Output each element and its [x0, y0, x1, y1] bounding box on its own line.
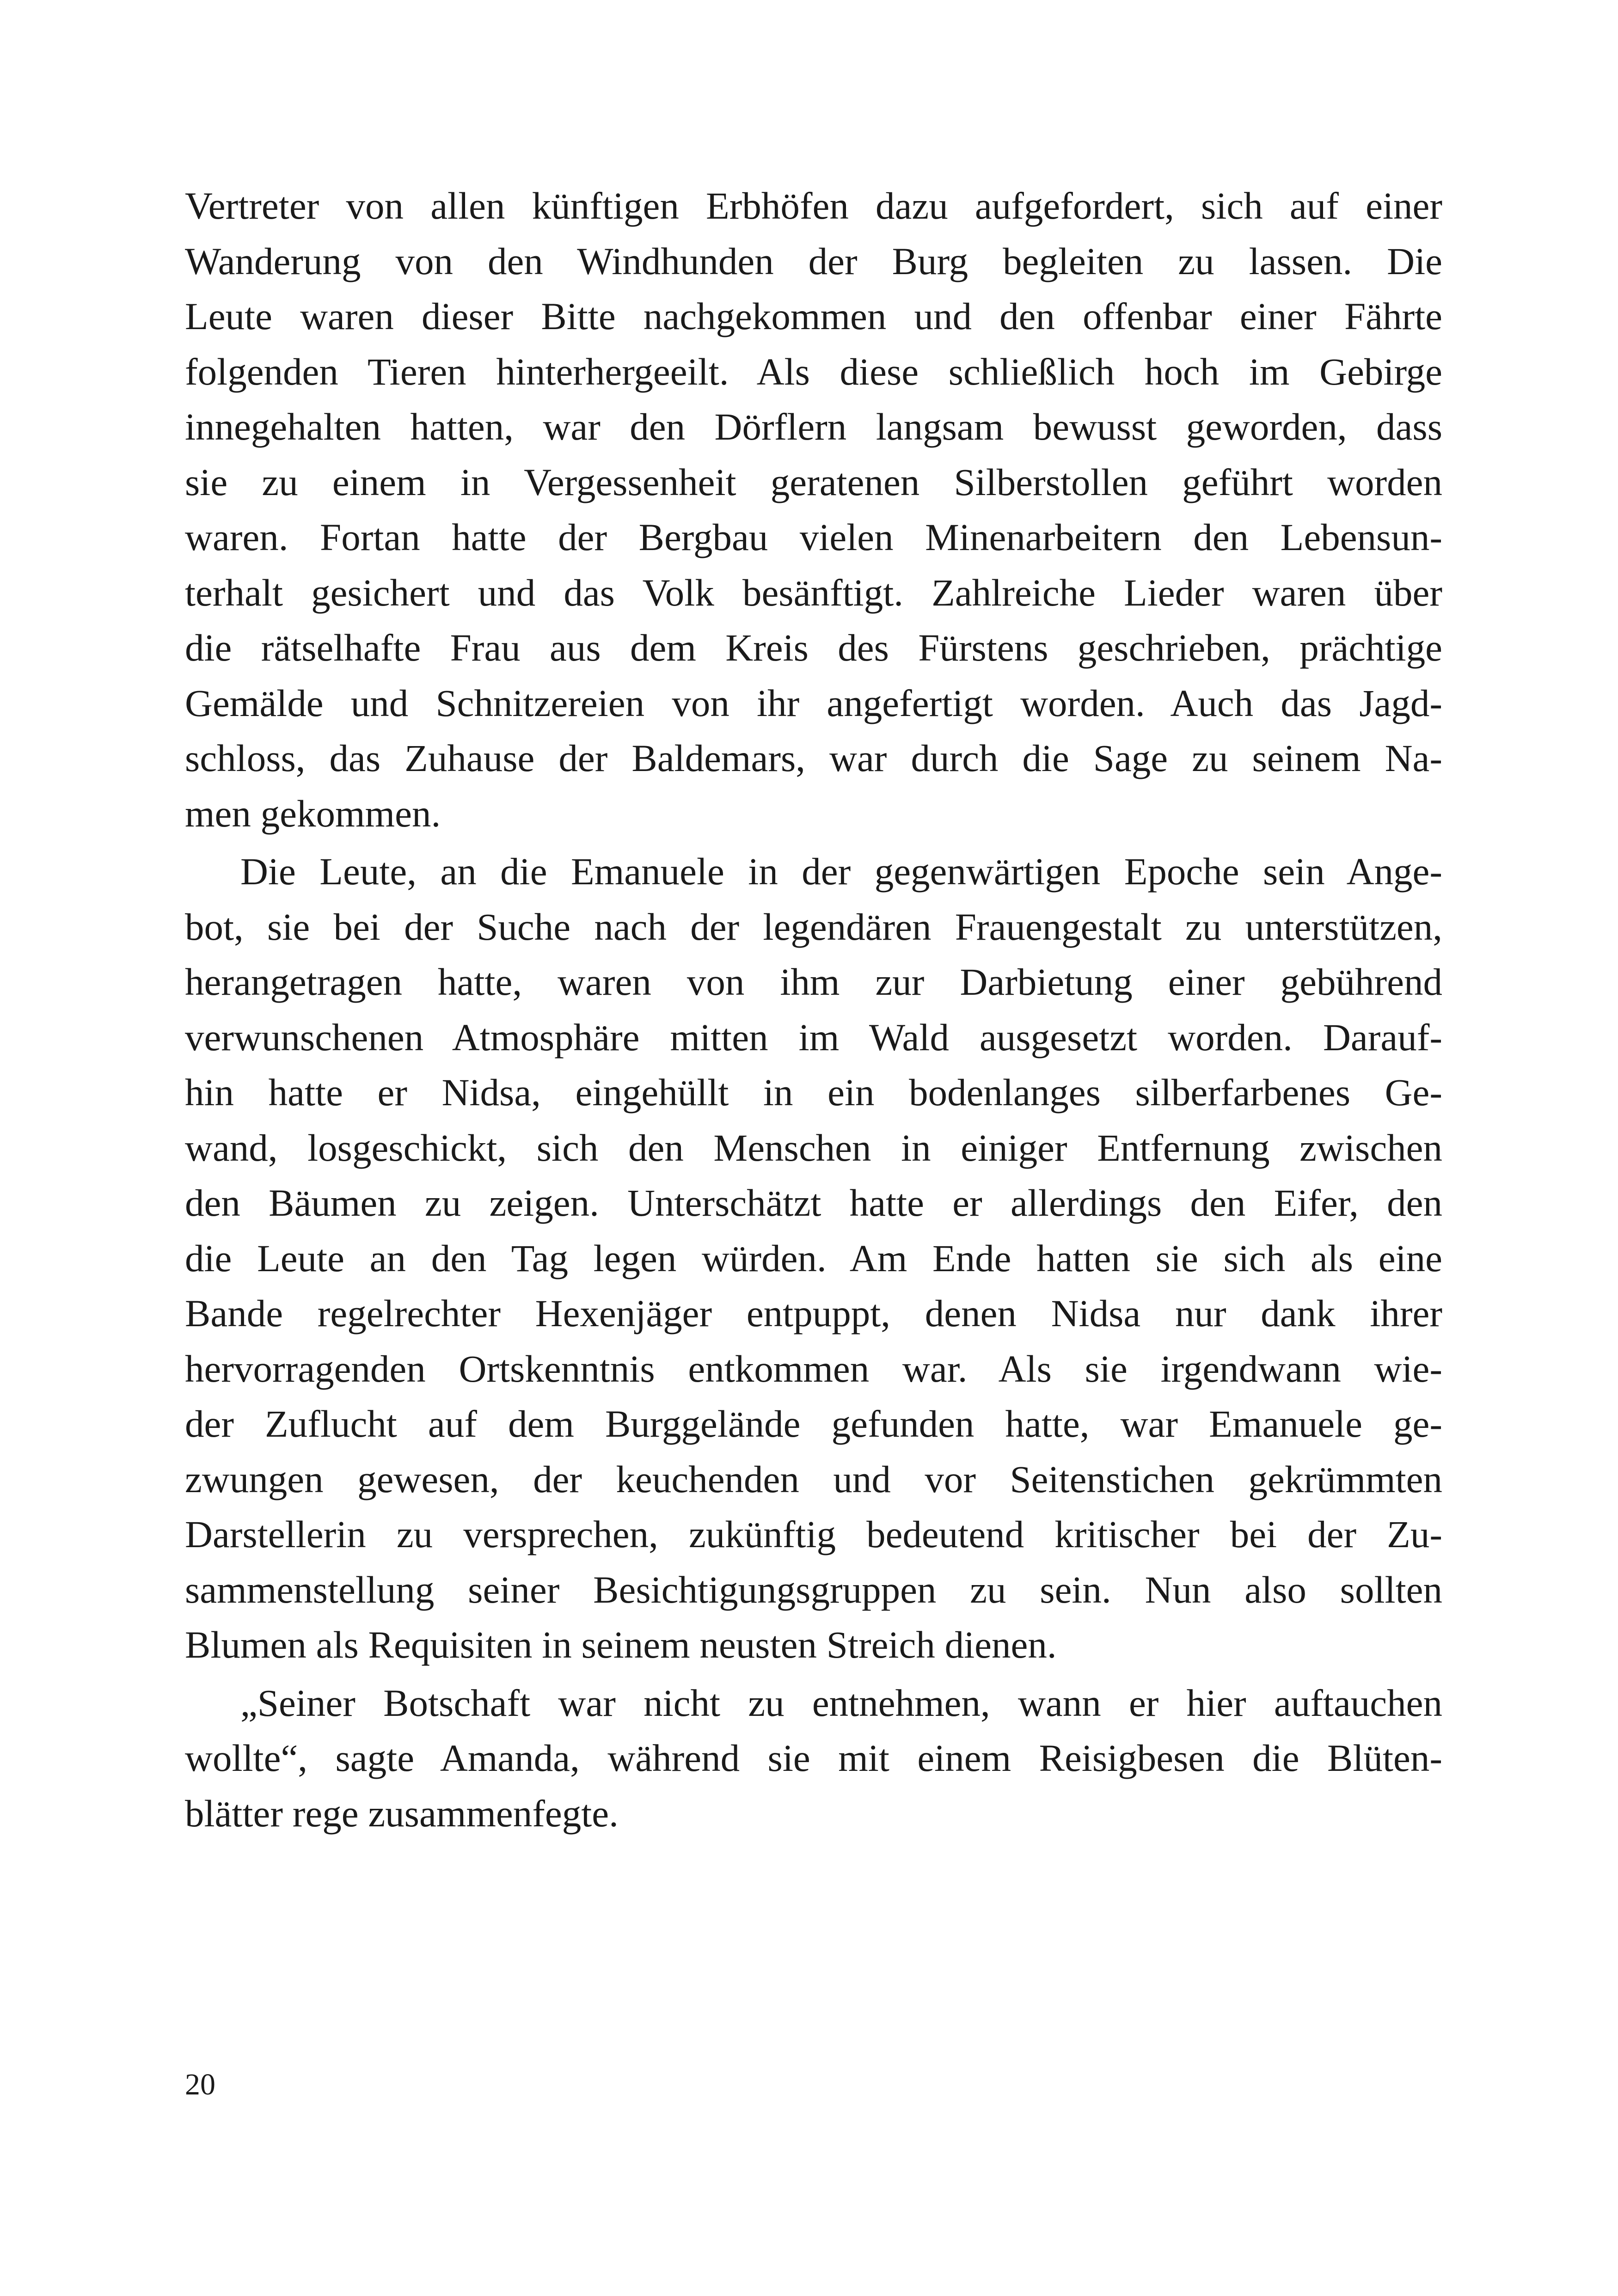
text-line: „Seiner Botschaft war nicht zu entnehmen, wann er hier auftauchen — [240, 1681, 1442, 1724]
text-line: bot, sie bei der Suche nach der legendären Frauengestalt zu unterstützen, — [185, 905, 1442, 948]
text-line: blätter rege zusammenfegte. — [185, 1792, 619, 1835]
text-line: innegehalten hatten, war den Dörflern langsam bewusst geworden, dass — [185, 405, 1442, 448]
text-line: hervorragenden Ortskenntnis entkommen war. Als sie irgendwann wie- — [185, 1347, 1442, 1390]
text-line: wollte“, sagte Amanda, während sie mit einem Reisigbesen die Blüten- — [185, 1737, 1442, 1779]
text-line: Leute waren dieser Bitte nachgekommen und den offenbar einer Fährte — [185, 295, 1442, 337]
text-line: terhalt gesichert und das Volk besänftigt. Zahlreiche Lieder waren über — [185, 571, 1442, 614]
text-line: Gemälde und Schnitzereien von ihr angefertigt worden. Auch das Jagd- — [185, 681, 1442, 724]
text-line: Darstellerin zu versprechen, zukünftig bedeutend kritischer bei der Zu- — [185, 1513, 1442, 1555]
text-line: Bande regelrechter Hexenjäger entpuppt, denen Nidsa nur dank ihrer — [185, 1292, 1442, 1335]
body-text — [185, 178, 1442, 1841]
text-line: der Zuflucht auf dem Burggelände gefunden hatte, war Emanuele ge- — [185, 1402, 1442, 1445]
text-line: Wanderung von den Windhunden der Burg begleiten zu lassen. Die — [185, 239, 1442, 282]
paragraph-2 — [185, 844, 1442, 1673]
text-line: die Leute an den Tag legen würden. Am Ende hatten sie sich als eine — [185, 1237, 1442, 1280]
text-line: men gekommen. — [185, 792, 441, 835]
page-number: 20 — [185, 2068, 215, 2101]
text-line: sie zu einem in Vergessenheit geratenen Silberstollen geführt worden — [185, 460, 1442, 503]
text-line: wand, losgeschickt, sich den Menschen in einiger Entfernung zwischen — [185, 1126, 1442, 1169]
paragraph-1 — [185, 178, 1442, 841]
text-line: herangetragen hatte, waren von ihm zur Darbietung einer gebührend — [185, 961, 1442, 1003]
text-line: Die Leute, an die Emanuele in der gegenwärtigen Epoche sein Ange- — [240, 850, 1442, 893]
text-line: schloss, das Zuhause der Baldemars, war durch die Sage zu seinem Na- — [185, 737, 1442, 779]
text-line: Vertreter von allen künftigen Erbhöfen dazu aufgefordert, sich auf einer — [185, 184, 1442, 227]
text-line: den Bäumen zu zeigen. Unterschätzt hatte er allerdings den Eifer, den — [185, 1182, 1442, 1224]
text-line: die rätselhafte Frau aus dem Kreis des Fürstens geschrieben, prächtige — [185, 626, 1442, 669]
text-line: sammenstellung seiner Besichtigungsgruppen zu sein. Nun also sollten — [185, 1568, 1442, 1611]
text-line: Blumen als Requisiten in seinem neusten Streich dienen. — [185, 1623, 1057, 1666]
text-line: waren. Fortan hatte der Bergbau vielen Minenarbeitern den Lebensun- — [185, 516, 1442, 558]
paragraph-3 — [185, 1676, 1442, 1842]
text-line: hin hatte er Nidsa, eingehüllt in ein bodenlanges silberfarbenes Ge- — [185, 1071, 1442, 1114]
text-line: zwungen gewesen, der keuchenden und vor Seitenstichen gekrümmten — [185, 1457, 1442, 1500]
text-line: folgenden Tieren hinterhergeeilt. Als diese schließlich hoch im Gebirge — [185, 350, 1442, 393]
text-line: verwunschenen Atmosphäre mitten im Wald ausgesetzt worden. Darauf- — [185, 1016, 1442, 1059]
